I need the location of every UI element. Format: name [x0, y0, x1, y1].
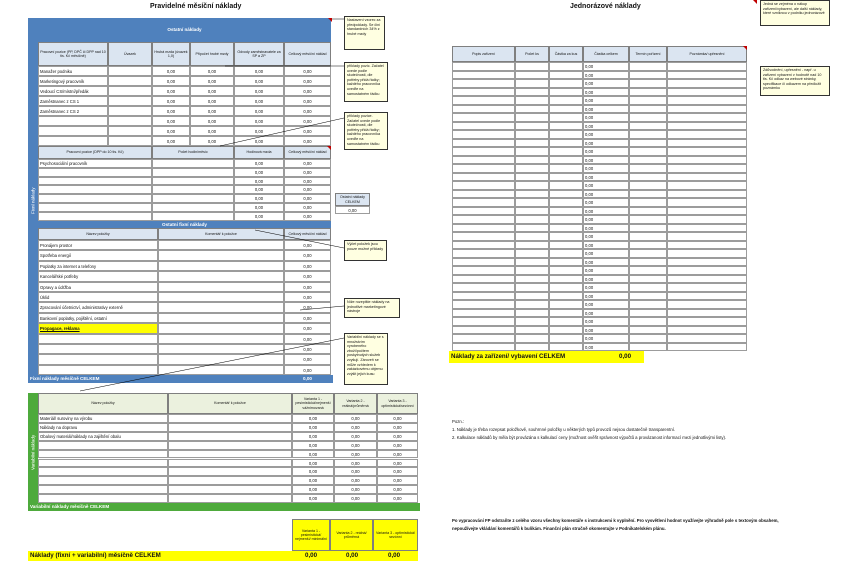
- table-cell[interactable]: 0,00: [284, 159, 331, 168]
- column-header: Částka za kus: [549, 46, 583, 62]
- equipment-cell[interactable]: 0,00: [583, 266, 629, 275]
- sum-variant-3: Varianta 3 - optimistická/ sezónní: [373, 519, 418, 551]
- row-label-cell[interactable]: Propagace, reklama: [38, 323, 158, 333]
- comment-4: Výčet položek jsou pouze možné příklady: [344, 240, 387, 261]
- table-cell[interactable]: 0,00: [377, 494, 418, 503]
- row-label-cell[interactable]: Spotřeba energií: [38, 250, 158, 260]
- equipment-cell[interactable]: 0,00: [583, 181, 629, 190]
- row-label-cell[interactable]: Bankovní poplatky, pojištění, ostatní: [38, 313, 158, 323]
- table-cell[interactable]: 0,00: [334, 485, 377, 494]
- table-cell[interactable]: 0,00: [190, 96, 234, 106]
- table-cell[interactable]: 0,00: [284, 106, 331, 116]
- row-label-cell[interactable]: Materiál/ suroviny na výrobu: [38, 414, 168, 423]
- table-cell[interactable]: 0,00: [234, 66, 284, 76]
- equipment-cell[interactable]: 0,00: [583, 249, 629, 258]
- other-fixed-bar: Ostatní fixní náklady: [38, 221, 331, 228]
- grand-total-v2: 0,00: [346, 552, 359, 559]
- column-header: Varianta 3 - optimistická/sezónní: [377, 393, 418, 414]
- column-header: Počet ks: [515, 46, 549, 62]
- equipment-cell[interactable]: 0,00: [583, 292, 629, 301]
- table-cell[interactable]: 0,00: [334, 476, 377, 485]
- equipment-cell[interactable]: 0,00: [583, 224, 629, 233]
- table-cell[interactable]: 0,00: [284, 302, 331, 312]
- table-cell[interactable]: 0,00: [234, 168, 284, 177]
- table-cell[interactable]: 0,00: [284, 313, 331, 323]
- column-header: Úvazek: [108, 42, 152, 66]
- table-cell[interactable]: 0,00: [284, 282, 331, 292]
- equipment-cell[interactable]: 0,00: [583, 207, 629, 216]
- table-cell[interactable]: 0,00: [284, 66, 331, 76]
- table-cell[interactable]: 0,00: [292, 476, 334, 485]
- equipment-cell[interactable]: 0,00: [583, 326, 629, 335]
- table-cell[interactable]: 0,00: [334, 459, 377, 468]
- table-cell[interactable]: 0,00: [152, 76, 190, 86]
- column-header: Popis zařízení: [452, 46, 515, 62]
- column-header: Připočet hrubé mzdy: [190, 42, 234, 66]
- table-cell[interactable]: 0,00: [284, 365, 331, 375]
- table-cell[interactable]: 0,00: [377, 414, 418, 423]
- table-cell[interactable]: 0,00: [284, 212, 331, 221]
- equipment-cell[interactable]: 0,00: [583, 241, 629, 250]
- equipment-cell[interactable]: 0,00: [583, 96, 629, 105]
- equipment-cell[interactable]: 0,00: [583, 113, 629, 122]
- table-cell[interactable]: 0,00: [292, 450, 334, 459]
- table-cell[interactable]: 0,00: [152, 126, 190, 136]
- table-cell[interactable]: 0,00: [190, 106, 234, 116]
- table-cell[interactable]: 0,00: [152, 66, 190, 76]
- equipment-cell[interactable]: 0,00: [583, 130, 629, 139]
- table-cell[interactable]: 0,00: [234, 86, 284, 96]
- table-cell[interactable]: 0,00: [284, 168, 331, 177]
- table-cell[interactable]: 0,00: [292, 467, 334, 476]
- table-cell[interactable]: 0,00: [377, 432, 418, 441]
- equipment-cell[interactable]: 0,00: [583, 71, 629, 80]
- column-header: Varianta 2 - reálná/průměrná: [334, 393, 377, 414]
- row-label-cell[interactable]: Marketingový pracovník: [38, 76, 108, 86]
- table-cell[interactable]: 0,00: [190, 116, 234, 126]
- table-cell[interactable]: 0,00: [152, 136, 190, 146]
- column-header: Odvody zaměstnavatele za SP a ZP: [234, 42, 284, 66]
- grand-total-label: Náklady (fixní + variabilní) měsíčně CELKEM: [30, 552, 161, 559]
- equipment-cell[interactable]: 0,00: [583, 215, 629, 224]
- table-cell[interactable]: 0,00: [284, 96, 331, 106]
- table-cell[interactable]: 0,00: [292, 459, 334, 468]
- table-cell[interactable]: 0,00: [377, 459, 418, 468]
- table-cell[interactable]: 0,00: [284, 334, 331, 344]
- table-cell[interactable]: 0,00: [334, 494, 377, 503]
- table-cell[interactable]: 0,00: [292, 432, 334, 441]
- table-cell[interactable]: 0,00: [190, 86, 234, 96]
- comment-marker: [327, 146, 331, 150]
- table-cell[interactable]: 0,00: [334, 467, 377, 476]
- other-total-label: Ostatní náklady CELKEM: [335, 193, 370, 206]
- row-label-cell[interactable]: Náklady na dopravu: [38, 423, 168, 432]
- note-2: 2. Kalkulace nákladů by měla být provázána s kalkulací ceny (možnost ověřit správnost výpočtů a provázanost informací mezi jednotlivými listy).: [452, 435, 727, 440]
- table-cell[interactable]: 0,00: [284, 354, 331, 364]
- table-cell[interactable]: 0,00: [190, 126, 234, 136]
- table-cell[interactable]: 0,00: [284, 126, 331, 136]
- comment-2: příklady pozic. Začatel uvede podle skutečnosti, dle potřeby přidá řádky; každého pracovníka uveďte na samostatném řádku: [344, 62, 388, 102]
- column-header: Komentář k položce: [158, 228, 284, 240]
- grand-total-v1: 0,00: [305, 552, 318, 559]
- table-cell[interactable]: 0,00: [284, 177, 331, 186]
- sum-variant-2: Varianta 2 - reálná/ průměrná: [330, 519, 373, 551]
- equipment-total-value: 0,00: [619, 353, 632, 360]
- table-cell[interactable]: 0,00: [152, 96, 190, 106]
- comment-marker: [328, 18, 332, 22]
- table-cell[interactable]: 0,00: [284, 344, 331, 354]
- column-header: Varianta 1 - pesimistická/nejmenší vážnimovaná: [292, 393, 334, 414]
- equipment-cell[interactable]: 0,00: [583, 283, 629, 292]
- column-header: Hodinová mzda: [234, 146, 284, 159]
- equipment-cell[interactable]: 0,00: [583, 164, 629, 173]
- table-cell[interactable]: 0,00: [234, 177, 284, 186]
- row-label-cell[interactable]: Pronájem prostor: [38, 240, 158, 250]
- table-cell[interactable]: 0,00: [292, 494, 334, 503]
- table-cell[interactable]: 0,00: [334, 441, 377, 450]
- table-cell[interactable]: 0,00: [234, 106, 284, 116]
- equipment-cell[interactable]: 0,00: [583, 317, 629, 326]
- table-cell[interactable]: 0,00: [377, 441, 418, 450]
- table-cell[interactable]: 0,00: [234, 96, 284, 106]
- column-header: Hrubá mzda (úvazek 1,0): [152, 42, 190, 66]
- equipment-cell[interactable]: 0,00: [583, 147, 629, 156]
- table-cell[interactable]: 0,00: [334, 423, 377, 432]
- equipment-cell[interactable]: 0,00: [583, 190, 629, 199]
- table-cell[interactable]: 0,00: [234, 185, 284, 194]
- equipment-cell[interactable]: 0,00: [583, 105, 629, 114]
- table-cell[interactable]: 0,00: [377, 476, 418, 485]
- table-cell[interactable]: 0,00: [234, 126, 284, 136]
- equipment-cell[interactable]: 0,00: [583, 334, 629, 343]
- table-cell[interactable]: 0,00: [284, 185, 331, 194]
- column-header: Pracovní pozice (DPP do 10 tis. Kč): [38, 146, 152, 159]
- table-cell[interactable]: 0,00: [292, 485, 334, 494]
- table-cell[interactable]: 0,00: [377, 467, 418, 476]
- other-total-value[interactable]: 0,00: [335, 206, 370, 214]
- other-costs-bar: Ostatní náklady: [38, 18, 331, 42]
- table-cell[interactable]: 0,00: [284, 203, 331, 212]
- column-header: Částka celkem: [583, 46, 629, 62]
- equipment-cell[interactable]: 0,00: [583, 88, 629, 97]
- table-cell[interactable]: 0,00: [284, 86, 331, 96]
- equipment-cell[interactable]: 0,00: [583, 122, 629, 131]
- comment-6: Variabilní náklady se s množstvím vyrobeného zboží/počtem poskytnutých služeb zvyšují. Zároveň se může vzhledem k zakázkovému objemu zvýšit jejich kusu: [344, 333, 388, 385]
- table-cell[interactable]: 0,00: [284, 250, 331, 260]
- column-header: Počet hodin/měsíc: [152, 146, 234, 159]
- table-cell[interactable]: 0,00: [190, 136, 234, 146]
- sum-variant-1: Varianta 1 - pesimistická/ nejmenší/ minimální: [292, 519, 330, 551]
- table-cell[interactable]: 0,00: [292, 441, 334, 450]
- column-header: Celkový měsíční náklad: [284, 228, 331, 240]
- table-cell[interactable]: 0,00: [234, 136, 284, 146]
- notes-title: Pozn.:: [452, 419, 465, 424]
- equipment-cell[interactable]: 0,00: [583, 300, 629, 309]
- equipment-cell[interactable]: 0,00: [583, 79, 629, 88]
- grand-total-v3: 0,00: [388, 552, 401, 559]
- fixed-total-label: Fixní náklady měsíčně CELKEM: [30, 376, 100, 381]
- equipment-cell[interactable]: 0,00: [583, 309, 629, 318]
- table-cell[interactable]: 0,00: [292, 423, 334, 432]
- equipment-total-label: Náklady za zařízení/ vybavení CELKEM: [451, 353, 566, 360]
- table-cell[interactable]: 0,00: [292, 414, 334, 423]
- equipment-cell[interactable]: 0,00: [583, 232, 629, 241]
- table-cell[interactable]: 0,00: [284, 240, 331, 250]
- table-cell[interactable]: 0,00: [234, 116, 284, 126]
- table-cell[interactable]: 0,00: [284, 194, 331, 203]
- table-cell[interactable]: 0,00: [284, 271, 331, 281]
- row-label-cell[interactable]: Opravy a údržba: [38, 282, 158, 292]
- equipment-cell[interactable]: 0,00: [583, 173, 629, 182]
- row-label-cell[interactable]: Zaměstnanec z CS 2: [38, 106, 108, 116]
- equipment-cell[interactable]: 0,00: [583, 275, 629, 284]
- note-1: 1. Náklady je třeba rozepsat položkově, souhrnné položky u některých typů provozů nejsou dostatečně transparentní.: [452, 427, 676, 432]
- equipment-cell[interactable]: 0,00: [583, 198, 629, 207]
- column-header: Komentář k položce: [168, 393, 292, 414]
- row-label-cell[interactable]: Vedoucí CS/místní/předák: [38, 86, 108, 96]
- table-cell[interactable]: 0,00: [377, 450, 418, 459]
- row-label-cell[interactable]: Poplatky za internet a telefony: [38, 261, 158, 271]
- column-header: Poznámka/ upřesnění: [667, 46, 747, 62]
- column-header: Celkový měsíční náklad: [284, 42, 331, 66]
- equipment-cell[interactable]: 0,00: [583, 343, 629, 352]
- table-cell[interactable]: 0,00: [234, 194, 284, 203]
- row-label-cell[interactable]: Zpracování účetnictví, administrativy externě: [38, 302, 158, 312]
- equipment-cell[interactable]: 0,00: [583, 258, 629, 267]
- equipment-cell[interactable]: 0,00: [583, 139, 629, 148]
- comment-marker: [743, 46, 747, 50]
- column-header: Název položky: [38, 228, 158, 240]
- table-cell[interactable]: 0,00: [284, 136, 331, 146]
- fixed-total-value: 0,00: [303, 376, 312, 381]
- column-header: Celkový měsíční náklad: [284, 146, 331, 159]
- row-label-cell[interactable]: Manažer podniku: [38, 66, 108, 76]
- row-label-cell[interactable]: Obalový materiál/náklady na zajištění obalu: [38, 432, 168, 441]
- footer-instructions: Po vypracování FP odstraňte z celého vzoru všechny komentáře s instrukcemi k vyplnění. Pro vysvětlení hodnot využívejte výhradně pole s textovým obsahem, nepoužívejte vkládání komentářů k buňkám. Finanční plán stručně okomentujte v Podnikatelském plánu.: [452, 518, 779, 531]
- table-cell[interactable]: 0,00: [152, 106, 190, 116]
- comment-8: Zdůvodnění, upřesnění - např. u zařízení vybavení v hodnotě nad 10 tis. Kč odkaz na webové stránky, specifikace či odkazem na předložit poznámku: [760, 66, 830, 96]
- row-label-cell[interactable]: Psychosociální pracovník: [38, 159, 152, 168]
- table-cell[interactable]: 0,00: [190, 66, 234, 76]
- table-cell[interactable]: 0,00: [284, 323, 331, 333]
- column-header: Termín pořízení: [629, 46, 667, 62]
- table-cell[interactable]: 0,00: [234, 76, 284, 86]
- comment-5: Níže rozepište náklady na jednotlivé marketingové nástroje: [344, 298, 400, 318]
- table-cell[interactable]: 0,00: [284, 261, 331, 271]
- table-cell[interactable]: 0,00: [152, 86, 190, 96]
- comment-3: příklady pozice. Začatel uvede podle skutečnosti, dle potřeby přidá řádky; každého pracovníka uveďte na samostatném řádku: [344, 112, 388, 150]
- table-cell[interactable]: 0,00: [334, 414, 377, 423]
- row-label-cell[interactable]: Zaměstnanec z CS 1: [38, 96, 108, 106]
- table-cell[interactable]: 0,00: [234, 159, 284, 168]
- table-cell[interactable]: 0,00: [334, 432, 377, 441]
- table-cell[interactable]: 0,00: [234, 203, 284, 212]
- row-label-cell[interactable]: Kancelářské potřeby: [38, 271, 158, 281]
- comment-marker: [753, 0, 757, 4]
- equipment-cell[interactable]: 0,00: [583, 62, 629, 71]
- left-title: Pravidelné měsíční náklady: [150, 3, 242, 10]
- column-header: Název položky: [38, 393, 168, 414]
- table-cell[interactable]: 0,00: [284, 116, 331, 126]
- table-cell[interactable]: 0,00: [334, 450, 377, 459]
- column-header: Pracovní pozice (PP, DPČ či DPP nad 10 tis. Kč měsíčně): [38, 42, 108, 66]
- table-cell[interactable]: 0,00: [234, 212, 284, 221]
- table-cell[interactable]: 0,00: [377, 485, 418, 494]
- equipment-cell[interactable]: 0,00: [583, 156, 629, 165]
- comment-1: Nastavení vzorec za předpoklady. Se činí standardních 34% z hrubé mzdy: [344, 16, 385, 50]
- table-cell[interactable]: 0,00: [377, 423, 418, 432]
- table-cell[interactable]: 0,00: [284, 292, 331, 302]
- side-label-variable: Variabilní náklady: [28, 393, 38, 511]
- table-cell[interactable]: 0,00: [152, 116, 190, 126]
- row-label-cell[interactable]: Úklid: [38, 292, 158, 302]
- variable-total-label: Variabilní náklady měsíčně CELKEM: [30, 504, 110, 509]
- side-label-fixed: Fixní náklady: [28, 18, 38, 383]
- comment-7: Jedná se zejména o nákup zařízení/vybavení, ale další náklady, které vzniknou v podniku jednorázově: [760, 0, 830, 26]
- right-title: Jednorázové náklady: [570, 3, 641, 10]
- table-cell[interactable]: 0,00: [190, 76, 234, 86]
- table-cell[interactable]: 0,00: [284, 76, 331, 86]
